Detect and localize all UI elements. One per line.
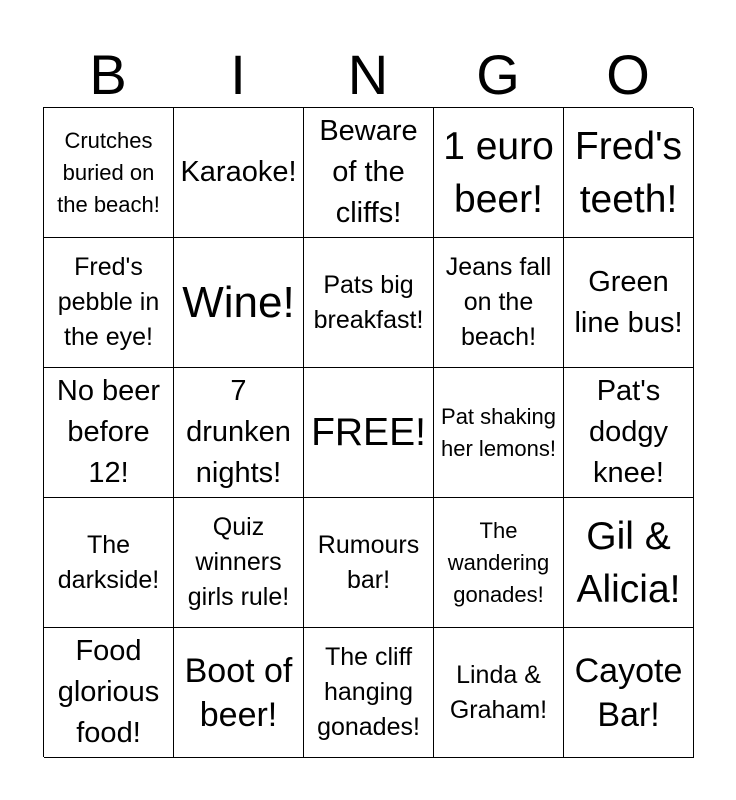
cell-text: Karaoke!: [180, 156, 297, 188]
bingo-cell[interactable]: [304, 498, 434, 628]
cell-text: 7 drunken nights!: [186, 375, 291, 489]
cell-text: The cliff hanging gonades!: [317, 643, 420, 741]
bingo-cell[interactable]: [564, 238, 694, 368]
cell-text: The darkside!: [57, 530, 160, 594]
bingo-cell[interactable]: [434, 498, 564, 628]
header-letter-n: N: [347, 43, 389, 106]
cell-text: Rumours bar!: [317, 530, 420, 594]
cell-text: Cayote Bar!: [574, 651, 683, 734]
bingo-cell[interactable]: [434, 368, 564, 498]
cell-text: Pat shaking her lemons!: [441, 403, 556, 461]
header-letter-b: B: [89, 43, 127, 106]
cell-text: Quiz winners girls rule!: [187, 513, 290, 611]
bingo-cell-free[interactable]: [304, 368, 434, 498]
bingo-cell[interactable]: [434, 238, 564, 368]
bingo-card-grid: [43, 107, 693, 757]
cell-text: The wandering gonades!: [447, 517, 550, 607]
bingo-header: [43, 44, 693, 106]
cell-text: Beware of the cliffs!: [319, 115, 418, 229]
bingo-cell[interactable]: [44, 108, 174, 238]
bingo-cell[interactable]: [304, 238, 434, 368]
bingo-cell[interactable]: [564, 108, 694, 238]
bingo-cell[interactable]: [174, 368, 304, 498]
bingo-cell[interactable]: [434, 628, 564, 758]
cell-text: Pats big breakfast!: [313, 270, 424, 334]
cell-text: Wine!: [182, 277, 295, 327]
bingo-cell[interactable]: [564, 628, 694, 758]
cell-text: Pat's dodgy knee!: [588, 375, 668, 489]
cell-text: Food glorious food!: [57, 635, 160, 749]
cell-text: Jeans fall on the beach!: [445, 253, 552, 351]
bingo-cell[interactable]: [174, 238, 304, 368]
cell-text: Crutches buried on the beach!: [57, 127, 160, 217]
bingo-cell[interactable]: [174, 628, 304, 758]
header-letter-i: I: [230, 43, 246, 106]
cell-text: 1 euro beer!: [443, 124, 554, 221]
bingo-cell[interactable]: [44, 628, 174, 758]
cell-text: Fred's teeth!: [574, 124, 683, 221]
bingo-cell[interactable]: [174, 108, 304, 238]
header-letter-g: G: [476, 43, 520, 106]
bingo-cell[interactable]: [44, 368, 174, 498]
bingo-cell[interactable]: [434, 108, 564, 238]
bingo-cell[interactable]: [564, 498, 694, 628]
bingo-cell[interactable]: [44, 238, 174, 368]
bingo-cell[interactable]: [44, 498, 174, 628]
cell-text: FREE!: [311, 411, 426, 454]
cell-text: Green line bus!: [574, 265, 683, 339]
bingo-cell[interactable]: [304, 108, 434, 238]
cell-text: Linda & Graham!: [449, 660, 548, 724]
bingo-cell[interactable]: [304, 628, 434, 758]
cell-text: Boot of beer!: [184, 651, 293, 734]
bingo-cell[interactable]: [564, 368, 694, 498]
header-letter-o: O: [606, 43, 650, 106]
cell-text: No beer before 12!: [56, 375, 161, 489]
bingo-cell[interactable]: [174, 498, 304, 628]
cell-text: Fred's pebble in the eye!: [57, 253, 160, 351]
cell-text: Gil & Alicia!: [576, 514, 681, 611]
